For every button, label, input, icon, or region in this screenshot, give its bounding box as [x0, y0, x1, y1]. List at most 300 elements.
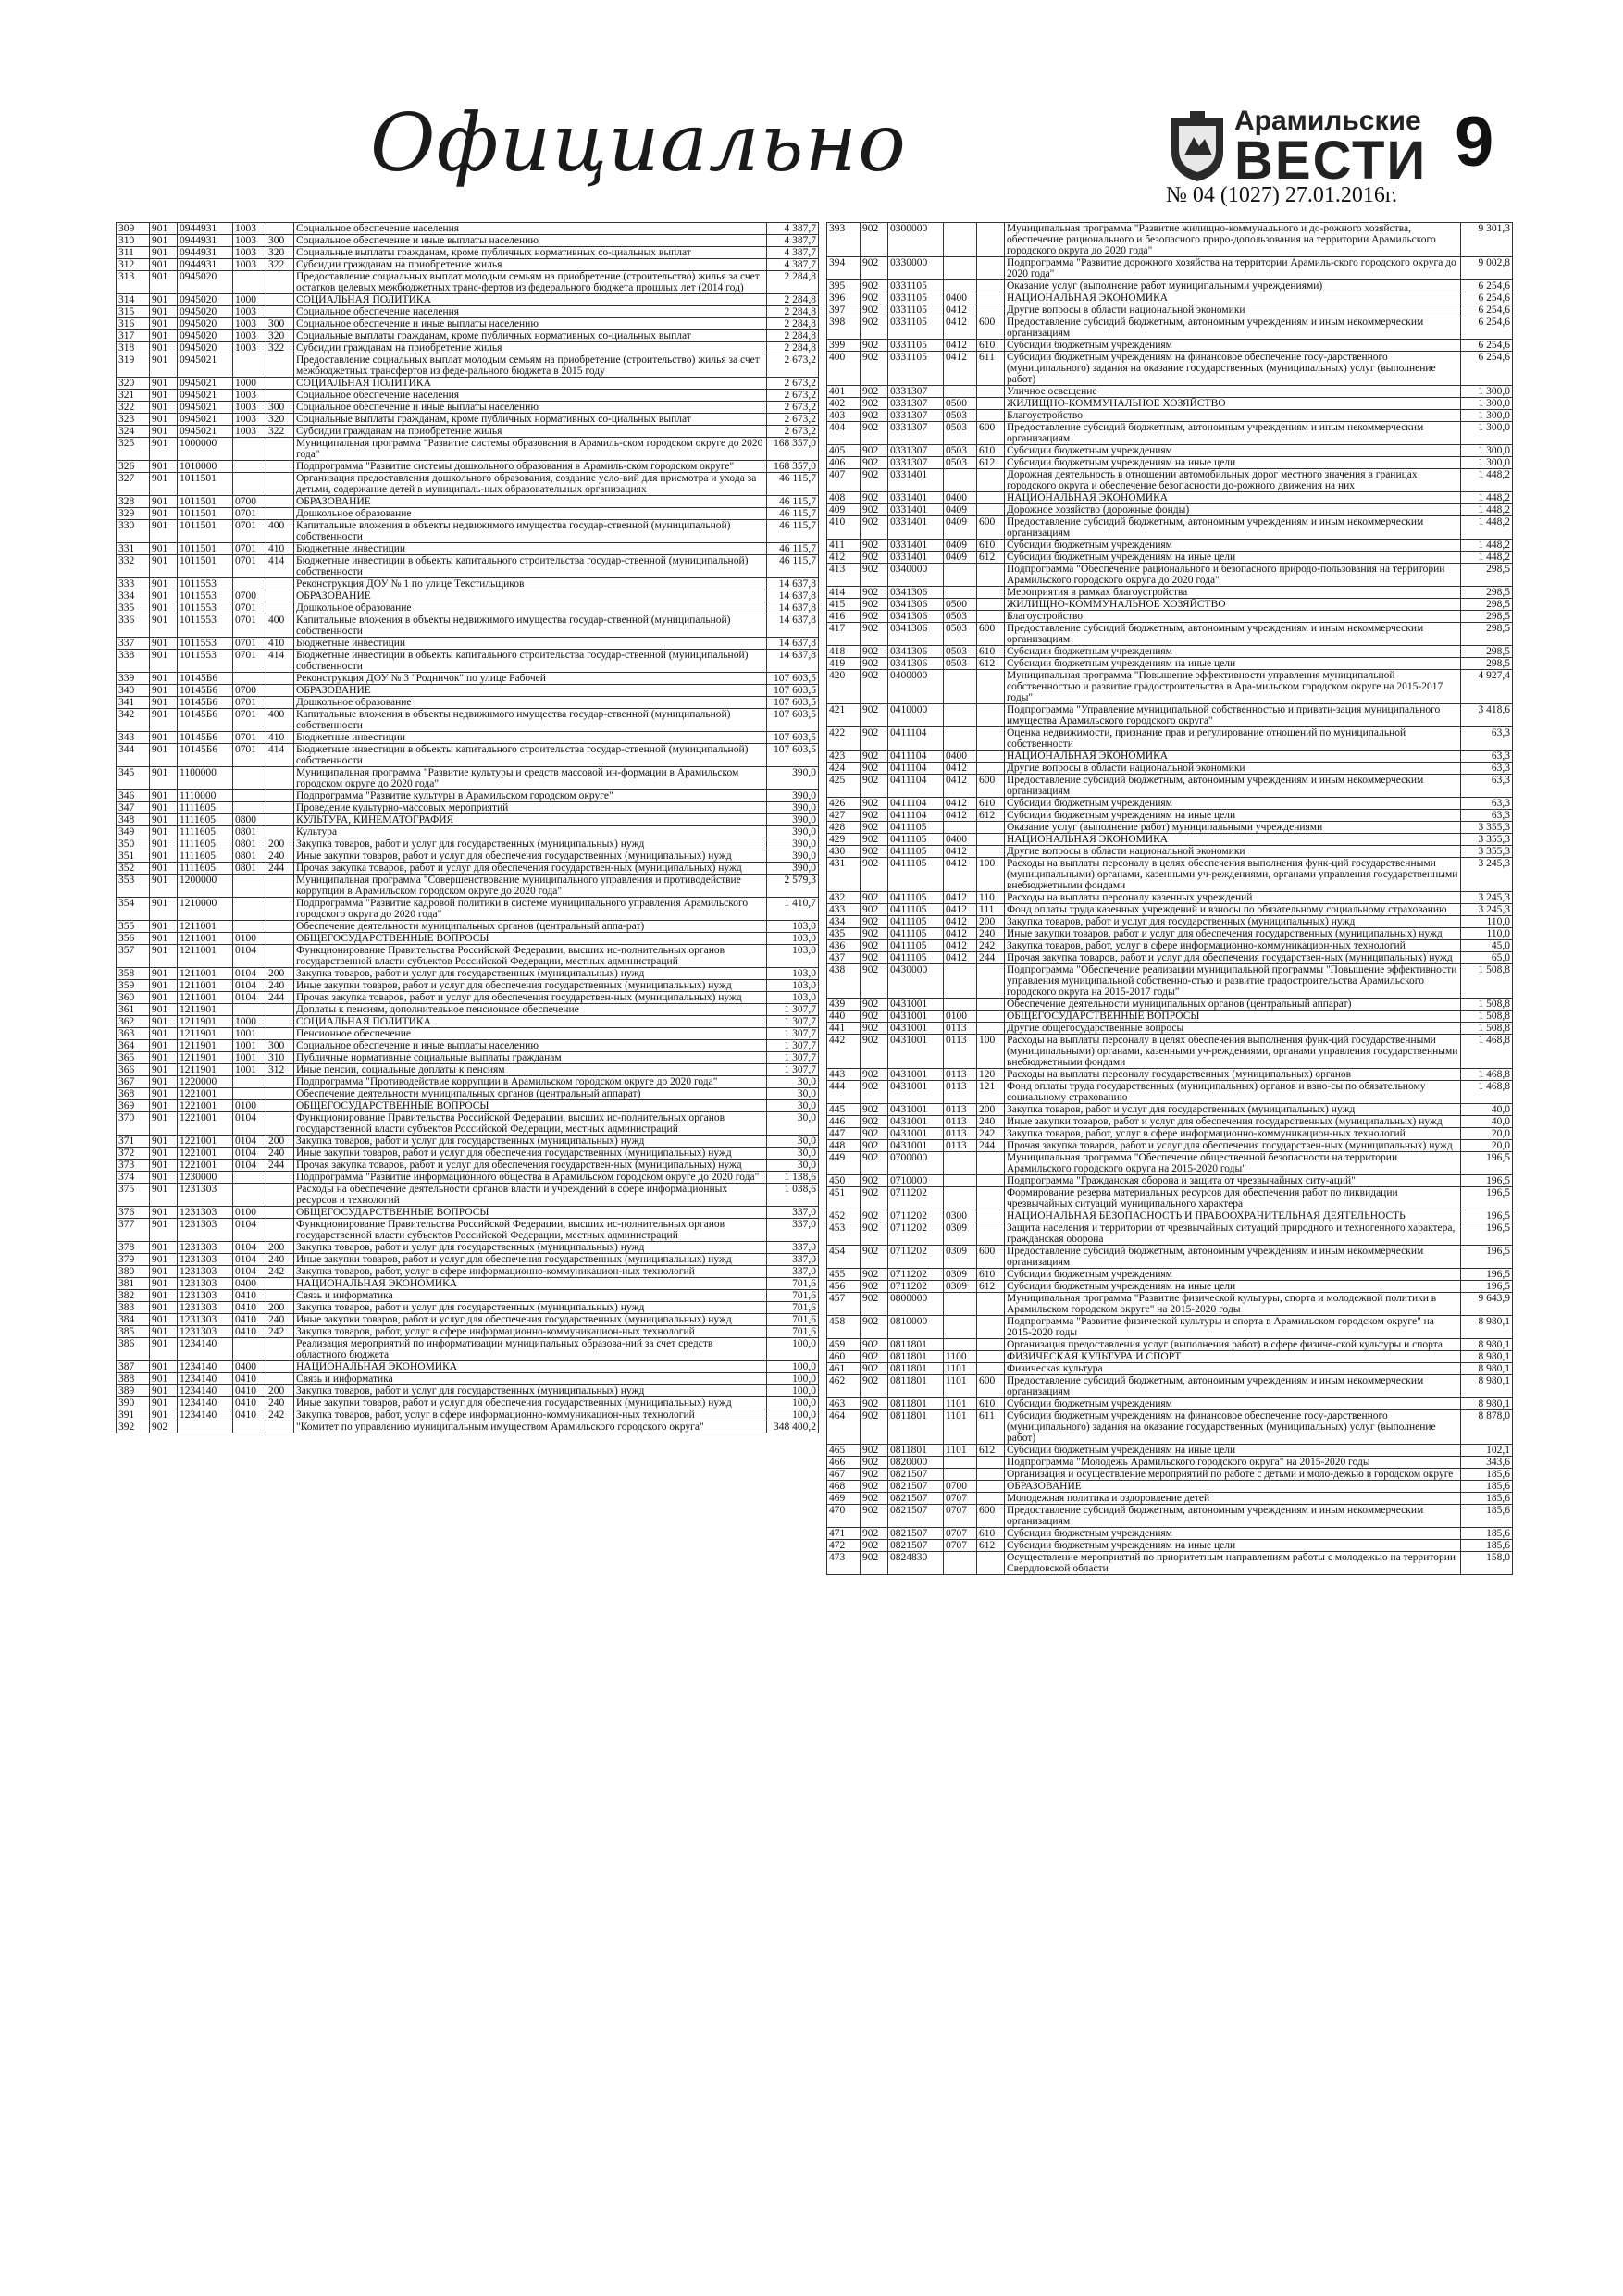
table-row — [827, 398, 1513, 410]
expense-name: Капитальные вложения в объекты недвижимого имущества государ-ственной (муниципальной) собственности — [294, 520, 767, 543]
table-row — [117, 992, 819, 1004]
row-number: 378 — [117, 1242, 150, 1254]
table-row — [117, 933, 819, 945]
row-number: 402 — [827, 398, 861, 410]
table-row — [827, 1152, 1513, 1175]
row-number: 472 — [827, 1540, 861, 1552]
amount: 1 468,8 — [1461, 1069, 1513, 1081]
target-article-code: 0700000 — [888, 1152, 944, 1175]
amount: 100,0 — [767, 1397, 819, 1409]
target-article-code: 10145Б6 — [178, 709, 233, 732]
ministry-code: 901 — [150, 1088, 178, 1100]
row-number: 346 — [117, 790, 150, 802]
table-row — [827, 257, 1513, 280]
section-code — [944, 469, 977, 492]
section-code: 1100 — [944, 1351, 977, 1363]
expense-type-code — [266, 1028, 294, 1040]
section-code: 0104 — [233, 945, 266, 968]
target-article-code: 0341306 — [888, 646, 944, 658]
section-code: 0309 — [944, 1246, 977, 1269]
row-number: 441 — [827, 1023, 861, 1035]
expense-type-code: 120 — [977, 1069, 1005, 1081]
row-number: 359 — [117, 980, 150, 992]
target-article-code: 0331307 — [888, 457, 944, 469]
target-article-code: 0411105 — [888, 916, 944, 928]
section-code: 0700 — [944, 1481, 977, 1493]
amount: 1 508,8 — [1461, 999, 1513, 1011]
expense-type-code: 610 — [977, 1528, 1005, 1540]
table-row — [117, 1088, 819, 1100]
row-number: 467 — [827, 1469, 861, 1481]
expense-name: Иные закупки товаров, работ и услуг для обеспечения государственных (муниципальных) нужд — [294, 850, 767, 863]
expense-name: Прочая закупка товаров, работ и услуг для обеспечения государствен-ных (муниципальных) нужд — [1005, 952, 1461, 964]
row-number: 370 — [117, 1112, 150, 1136]
row-number: 447 — [827, 1128, 861, 1140]
row-number: 450 — [827, 1175, 861, 1187]
target-article-code: 1231303 — [178, 1242, 233, 1254]
target-article-code: 1011501 — [178, 520, 233, 543]
expense-name: Субсидии бюджетным учреждениям — [1005, 1528, 1461, 1540]
expense-type-code: 600 — [977, 775, 1005, 798]
amount: 6 254,6 — [1461, 304, 1513, 316]
section-code: 0701 — [233, 744, 266, 767]
ministry-code: 902 — [861, 858, 888, 892]
row-number: 384 — [117, 1314, 150, 1326]
ministry-code: 901 — [150, 543, 178, 555]
expense-name: Закупка товаров, работ, услуг в сфере информационно-коммуникацион-ных технологий — [1005, 1128, 1461, 1140]
section-code — [944, 670, 977, 704]
expense-name: Организация предоставления дошкольного образования, создание усло-вий для присмотра и ухода за детьми, содержание детей в муниципаль-ных образовательных организациях — [294, 473, 767, 496]
ministry-code: 901 — [150, 378, 178, 390]
target-article-code: 0711202 — [888, 1222, 944, 1246]
expense-type-code: 600 — [977, 316, 1005, 340]
expense-type-code — [977, 386, 1005, 398]
target-article-code: 0331105 — [888, 352, 944, 386]
table-row — [117, 461, 819, 473]
row-number: 394 — [827, 257, 861, 280]
target-article-code: 0411105 — [888, 846, 944, 858]
amount: 337,0 — [767, 1219, 819, 1242]
amount: 2 284,8 — [767, 330, 819, 342]
row-number: 398 — [827, 316, 861, 340]
amount: 2 579,3 — [767, 875, 819, 898]
section-code: 1001 — [233, 1028, 266, 1040]
section-code — [944, 386, 977, 398]
section-code: 0100 — [944, 1011, 977, 1023]
table-row — [117, 578, 819, 590]
amount: 4 927,4 — [1461, 670, 1513, 704]
target-article-code: 0811801 — [888, 1363, 944, 1375]
row-number: 426 — [827, 798, 861, 810]
ministry-code: 901 — [150, 318, 178, 330]
ministry-code: 902 — [861, 1035, 888, 1069]
amount: 46 115,7 — [767, 555, 819, 578]
ministry-code: 902 — [861, 1351, 888, 1363]
section-code — [233, 1076, 266, 1088]
expense-type-code — [266, 508, 294, 520]
row-number: 342 — [117, 709, 150, 732]
table-row — [117, 473, 819, 496]
expense-type-code — [977, 1363, 1005, 1375]
target-article-code: 1011553 — [178, 590, 233, 602]
amount: 2 673,2 — [767, 354, 819, 378]
amount: 1 448,2 — [1461, 516, 1513, 540]
expense-name: Субсидии бюджетным учреждениям на иные цели — [1005, 457, 1461, 469]
ministry-code: 901 — [150, 306, 178, 318]
expense-type-code: 240 — [266, 1148, 294, 1160]
expense-type-code — [977, 846, 1005, 858]
table-row — [117, 318, 819, 330]
right-column — [826, 222, 1513, 1575]
target-article-code: 0945021 — [178, 426, 233, 438]
expense-type-code: 400 — [266, 614, 294, 638]
expense-name: Физическая культура — [1005, 1363, 1461, 1375]
ministry-code: 902 — [861, 999, 888, 1011]
amount: 2 284,8 — [767, 271, 819, 294]
target-article-code: 0800000 — [888, 1293, 944, 1316]
target-article-code: 0945020 — [178, 271, 233, 294]
ministry-code: 902 — [861, 1410, 888, 1445]
amount: 3 418,6 — [1461, 704, 1513, 727]
row-number: 443 — [827, 1069, 861, 1081]
section-code: 0701 — [233, 555, 266, 578]
section-code: 0104 — [233, 968, 266, 980]
target-article-code: 0331401 — [888, 540, 944, 552]
table-row — [827, 763, 1513, 775]
section-code: 0707 — [944, 1505, 977, 1528]
section-code: 0701 — [233, 508, 266, 520]
target-article-code: 0430000 — [888, 964, 944, 999]
section-code: 0500 — [944, 398, 977, 410]
section-code: 0503 — [944, 646, 977, 658]
table-row — [827, 1457, 1513, 1469]
ministry-code: 902 — [861, 1128, 888, 1140]
table-row — [827, 1023, 1513, 1035]
target-article-code: 0711202 — [888, 1210, 944, 1222]
table-row — [117, 697, 819, 709]
expense-type-code: 611 — [977, 352, 1005, 386]
section-code: 0410 — [233, 1290, 266, 1302]
target-article-code: 0945021 — [178, 378, 233, 390]
amount: 4 387,7 — [767, 235, 819, 247]
table-row — [117, 414, 819, 426]
expense-name: Капитальные вложения в объекты недвижимого имущества государ-ственной (муниципальной) собственности — [294, 709, 767, 732]
expense-name: Социальное обеспечение населения — [294, 390, 767, 402]
amount: 46 115,7 — [767, 496, 819, 508]
expense-name: Субсидии бюджетным учреждениям на иные цели — [1005, 1281, 1461, 1293]
amount: 30,0 — [767, 1136, 819, 1148]
expense-type-code: 320 — [266, 414, 294, 426]
section-code: 0409 — [944, 552, 977, 564]
ministry-code: 901 — [150, 863, 178, 875]
row-number: 414 — [827, 587, 861, 599]
target-article-code: 0411105 — [888, 952, 944, 964]
section-code: 0701 — [233, 543, 266, 555]
row-number: 455 — [827, 1269, 861, 1281]
expense-name: Публичные нормативные социальные выплаты гражданам — [294, 1052, 767, 1064]
ministry-code: 902 — [861, 340, 888, 352]
row-number: 422 — [827, 727, 861, 751]
ministry-code: 902 — [861, 1469, 888, 1481]
section-code: 0100 — [233, 1207, 266, 1219]
table-row — [827, 727, 1513, 751]
ministry-code: 902 — [861, 410, 888, 422]
expense-name: Предоставление социальных выплат молодым семьям на приобретение (строительство) жилья за счет остатков целевых межбюджетных транс-фертов из федерального бюджета прошлых лет (2014 год) — [294, 271, 767, 294]
amount: 100,0 — [767, 1338, 819, 1361]
table-row — [117, 968, 819, 980]
section-code — [944, 223, 977, 257]
expense-name: Осуществление мероприятий по приоритетным направлениям работы с молодежью на территории Свердловской области — [1005, 1552, 1461, 1575]
ministry-code: 902 — [861, 928, 888, 940]
target-article-code: 0340000 — [888, 564, 944, 587]
target-article-code: 0945021 — [178, 402, 233, 414]
section-code — [233, 875, 266, 898]
expense-type-code: 611 — [977, 1410, 1005, 1445]
expense-type-code — [266, 306, 294, 318]
expense-name: Фонд оплаты труда казенных учреждений и взносы по обязательному социальному страхованию — [1005, 904, 1461, 916]
expense-type-code — [977, 1187, 1005, 1210]
ministry-code: 902 — [861, 1363, 888, 1375]
target-article-code: 1221001 — [178, 1160, 233, 1172]
target-article-code: 1231303 — [178, 1278, 233, 1290]
expense-type-code: 242 — [266, 1326, 294, 1338]
target-article-code: 1110000 — [178, 790, 233, 802]
expense-type-code: 414 — [266, 555, 294, 578]
table-row — [117, 1076, 819, 1088]
expense-name: Другие вопросы в области национальной экономики — [1005, 304, 1461, 316]
expense-type-code — [977, 763, 1005, 775]
table-row — [827, 445, 1513, 457]
amount: 107 603,5 — [767, 709, 819, 732]
row-number: 425 — [827, 775, 861, 798]
expense-name: Субсидии бюджетным учреждениям на финансовое обеспечение госу-дарственного (муниципального) задания на оказание государственных (муниципальных) услуг (выполнение работ) — [1005, 352, 1461, 386]
target-article-code: 1221001 — [178, 1148, 233, 1160]
row-number: 314 — [117, 294, 150, 306]
section-code: 0104 — [233, 1112, 266, 1136]
amount: 103,0 — [767, 980, 819, 992]
section-code: 1101 — [944, 1375, 977, 1398]
amount: 1 307,7 — [767, 1040, 819, 1052]
target-article-code: 0811801 — [888, 1410, 944, 1445]
table-row — [827, 1481, 1513, 1493]
amount: 1 038,6 — [767, 1184, 819, 1207]
row-number: 466 — [827, 1457, 861, 1469]
section-code: 1001 — [233, 1052, 266, 1064]
row-number: 442 — [827, 1035, 861, 1069]
row-number: 407 — [827, 469, 861, 492]
target-article-code: 1011553 — [178, 638, 233, 650]
row-number: 463 — [827, 1398, 861, 1410]
ministry-code: 901 — [150, 473, 178, 496]
target-article-code: 0331401 — [888, 492, 944, 504]
expense-name: Функционирование Правительства Российской Федерации, высших ис-полнительных органов государственной власти субъектов Российской Федерации, местных администраций — [294, 945, 767, 968]
table-row — [117, 294, 819, 306]
target-article-code: 0821507 — [888, 1540, 944, 1552]
expense-type-code: 612 — [977, 658, 1005, 670]
table-row — [827, 1351, 1513, 1363]
amount: 298,5 — [1461, 611, 1513, 623]
target-article-code: 0811801 — [888, 1375, 944, 1398]
expense-type-code — [977, 999, 1005, 1011]
amount: 6 254,6 — [1461, 280, 1513, 292]
expense-name: ЖИЛИЩНО-КОММУНАЛЬНОЕ ХОЗЯЙСТВО — [1005, 398, 1461, 410]
expense-name: Пенсионное обеспечение — [294, 1028, 767, 1040]
section-code — [944, 999, 977, 1011]
expense-name: Закупка товаров, работ и услуг для государственных (муниципальных) нужд — [1005, 916, 1461, 928]
table-row — [117, 1160, 819, 1172]
table-row — [827, 504, 1513, 516]
table-row — [827, 1339, 1513, 1351]
row-number: 325 — [117, 438, 150, 461]
section-code: 0801 — [233, 850, 266, 863]
row-number: 347 — [117, 802, 150, 814]
table-row — [827, 1069, 1513, 1081]
amount: 20,0 — [1461, 1140, 1513, 1152]
section-code — [944, 964, 977, 999]
section-code: 1003 — [233, 318, 266, 330]
target-article-code: 0945021 — [178, 414, 233, 426]
expense-name: Муниципальная программа "Развитие физической культуры, спорта и молодежной политики в Арамильском городском округе" на 2015-2020 годы — [1005, 1293, 1461, 1316]
table-row — [117, 259, 819, 271]
target-article-code: 0411104 — [888, 727, 944, 751]
target-article-code: 0431001 — [888, 999, 944, 1011]
row-number: 471 — [827, 1528, 861, 1540]
row-number: 375 — [117, 1184, 150, 1207]
ministry-code: 902 — [861, 398, 888, 410]
target-article-code: 1211901 — [178, 1004, 233, 1016]
expense-name: НАЦИОНАЛЬНАЯ ЭКОНОМИКА — [1005, 751, 1461, 763]
expense-name: Расходы на выплаты персоналу государственных (муниципальных) органов — [1005, 1069, 1461, 1081]
section-code: 0104 — [233, 1148, 266, 1160]
row-number: 460 — [827, 1351, 861, 1363]
section-code: 0701 — [233, 614, 266, 638]
expense-name: Предоставление субсидий бюджетным, автономным учреждениям и иным некоммерческим организациям — [1005, 516, 1461, 540]
expense-name: ОБЩЕГОСУДАРСТВЕННЫЕ ВОПРОСЫ — [294, 933, 767, 945]
ministry-code: 902 — [861, 798, 888, 810]
section-code: 0412 — [944, 928, 977, 940]
section-code: 0100 — [233, 1100, 266, 1112]
table-row — [117, 744, 819, 767]
ministry-code: 901 — [150, 342, 178, 354]
ministry-code: 902 — [861, 704, 888, 727]
section-code: 0412 — [944, 810, 977, 822]
amount: 343,6 — [1461, 1457, 1513, 1469]
section-code: 0400 — [233, 1361, 266, 1373]
target-article-code: 0331307 — [888, 422, 944, 445]
section-code: 1001 — [233, 1064, 266, 1076]
ministry-code: 902 — [861, 727, 888, 751]
row-number: 374 — [117, 1172, 150, 1184]
section-code: 0700 — [233, 685, 266, 697]
row-number: 424 — [827, 763, 861, 775]
row-number: 376 — [117, 1207, 150, 1219]
row-number: 355 — [117, 921, 150, 933]
expense-type-code — [266, 1112, 294, 1136]
expense-name: Дорожная деятельность в отношении автомобильных дорог местного значения в границах городского округа и обеспечение безопасности до-рожного движения на них — [1005, 469, 1461, 492]
expense-name: Иные пенсии, социальные доплаты к пенсиям — [294, 1064, 767, 1076]
expense-name: Расходы на выплаты персоналу казенных учреждений — [1005, 892, 1461, 904]
amount: 2 673,2 — [767, 378, 819, 390]
table-row — [117, 638, 819, 650]
target-article-code: 1211901 — [178, 1040, 233, 1052]
target-article-code: 0300000 — [888, 223, 944, 257]
table-row — [827, 916, 1513, 928]
ministry-code: 901 — [150, 1397, 178, 1409]
expense-name: Предоставление субсидий бюджетным, автономным учреждениям и иным некоммерческим организациям — [1005, 1246, 1461, 1269]
amount: 185,6 — [1461, 1540, 1513, 1552]
section-code: 0113 — [944, 1081, 977, 1104]
section-code — [944, 1552, 977, 1575]
expense-name: Предоставление субсидий бюджетным, автономным учреждениям и иным некоммерческим организациям — [1005, 316, 1461, 340]
amount: 8 980,1 — [1461, 1339, 1513, 1351]
expense-type-code: 322 — [266, 426, 294, 438]
section-code — [944, 587, 977, 599]
amount: 298,5 — [1461, 658, 1513, 670]
ministry-code: 901 — [150, 1385, 178, 1397]
section-code: 0400 — [233, 1278, 266, 1290]
section-code: 0113 — [944, 1023, 977, 1035]
ministry-code: 901 — [150, 1314, 178, 1326]
section-code: 0113 — [944, 1128, 977, 1140]
expense-type-code — [266, 354, 294, 378]
row-number: 418 — [827, 646, 861, 658]
row-number: 409 — [827, 504, 861, 516]
expense-name: ЖИЛИЩНО-КОММУНАЛЬНОЕ ХОЗЯЙСТВО — [1005, 599, 1461, 611]
expense-name: Бюджетные инвестиции в объекты капитального строительства государ-ственной (муниципальной) собственности — [294, 555, 767, 578]
expense-type-code: 240 — [266, 1314, 294, 1326]
expense-name: Дорожное хозяйство (дорожные фонды) — [1005, 504, 1461, 516]
target-article-code: 1011501 — [178, 555, 233, 578]
table-row — [827, 552, 1513, 564]
issue-info: № 04 (1027) 27.01.2016г. — [1166, 183, 1398, 207]
table-row — [827, 1210, 1513, 1222]
expense-type-code: 612 — [977, 552, 1005, 564]
table-row — [117, 438, 819, 461]
row-number: 470 — [827, 1505, 861, 1528]
expense-name: Субсидии гражданам на приобретение жилья — [294, 259, 767, 271]
expense-name: НАЦИОНАЛЬНАЯ БЕЗОПАСНОСТЬ И ПРАВООХРАНИТЕЛЬНАЯ ДЕЯТЕЛЬНОСТЬ — [1005, 1210, 1461, 1222]
row-number: 408 — [827, 492, 861, 504]
ministry-code: 902 — [861, 1152, 888, 1175]
expense-name: Социальное обеспечение населения — [294, 223, 767, 235]
section-code: 0412 — [944, 304, 977, 316]
expense-type-code: 200 — [266, 968, 294, 980]
section-code: 0104 — [233, 1136, 266, 1148]
target-article-code: 1234140 — [178, 1385, 233, 1397]
target-article-code: 1231303 — [178, 1326, 233, 1338]
expense-type-code: 200 — [977, 1104, 1005, 1116]
target-article-code: 1011553 — [178, 650, 233, 673]
target-article-code: 0431001 — [888, 1035, 944, 1069]
expense-type-code — [977, 304, 1005, 316]
expense-type-code — [266, 461, 294, 473]
ministry-code: 902 — [861, 457, 888, 469]
row-number: 389 — [117, 1385, 150, 1397]
target-article-code: 10145Б6 — [178, 673, 233, 685]
target-article-code: 0331307 — [888, 410, 944, 422]
row-number: 387 — [117, 1361, 150, 1373]
table-row — [117, 767, 819, 790]
amount: 6 254,6 — [1461, 292, 1513, 304]
table-row — [827, 1552, 1513, 1575]
expense-type-code: 612 — [977, 810, 1005, 822]
amount: 102,1 — [1461, 1445, 1513, 1457]
table-row — [827, 1011, 1513, 1023]
expense-name: Молодежная политика и оздоровление детей — [1005, 1493, 1461, 1505]
amount: 1 138,6 — [767, 1172, 819, 1184]
amount: 2 673,2 — [767, 402, 819, 414]
amount: 65,0 — [1461, 952, 1513, 964]
